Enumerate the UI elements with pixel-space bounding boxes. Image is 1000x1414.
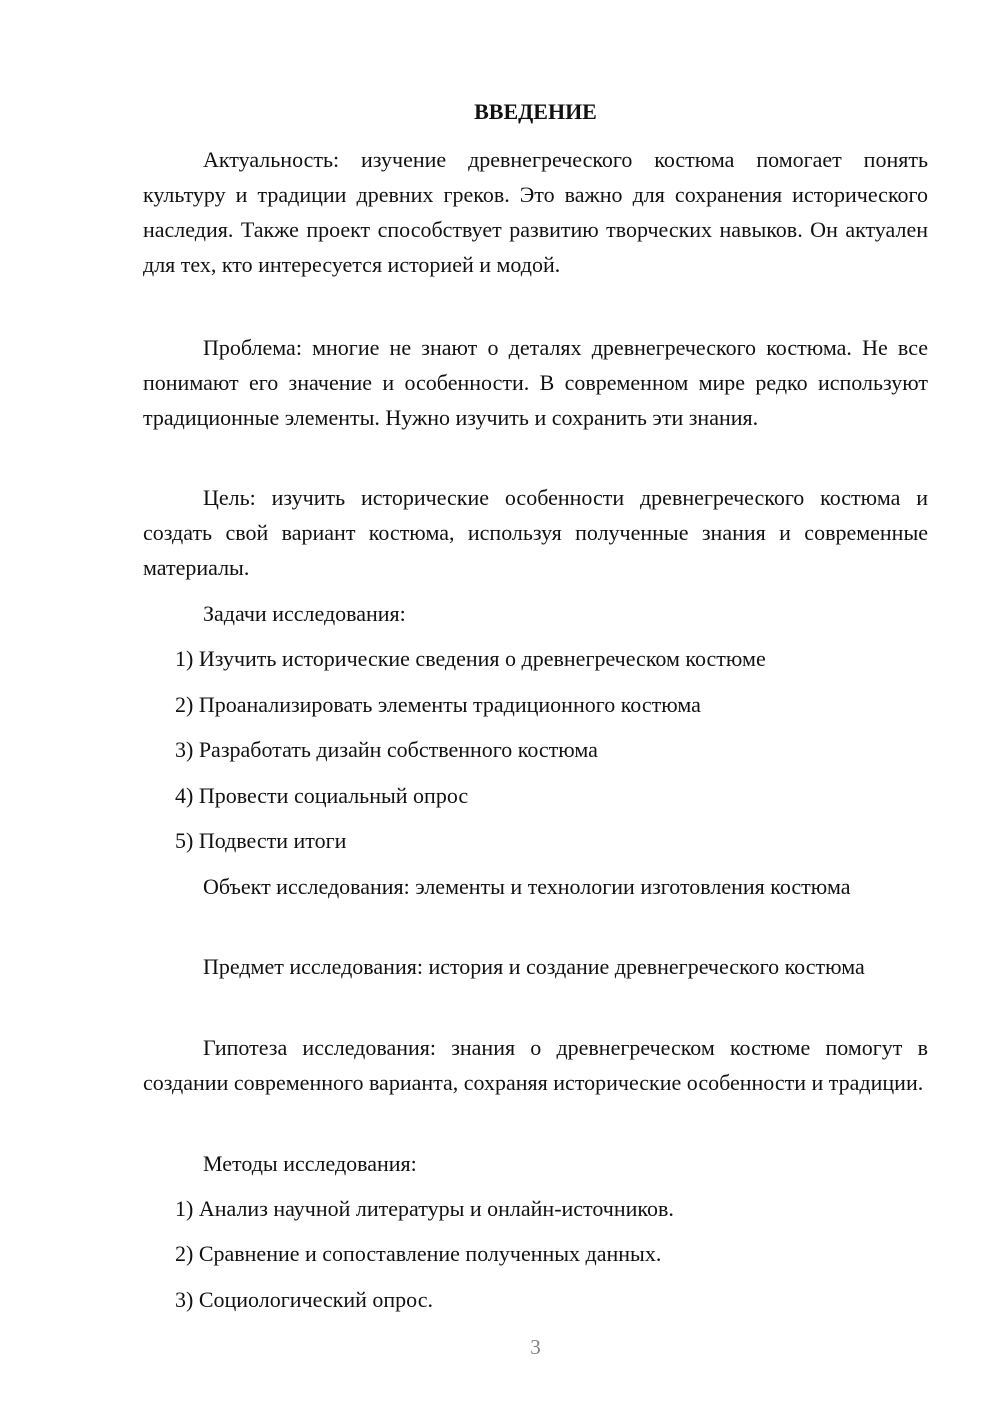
goal-paragraph: Цель: изучить исторические особенности древнегреческого костюма и создать свой вариант костюма, используя полученные знания и современные материалы. bbox=[143, 485, 928, 580]
task-item: 2) Проанализировать элементы традиционного костюма bbox=[175, 692, 701, 717]
problem-paragraph: Проблема: многие не знают о деталях древнегреческого костюма. Не все понимают его значение и особенности. В современном мире редко используют традиционные элементы. Нужно изучить и сохранить эти знания. bbox=[143, 335, 928, 430]
method-item: 2) Сравнение и сопоставление полученных данных. bbox=[175, 1241, 662, 1266]
object-paragraph: Объект исследования: элементы и технологии изготовления костюма bbox=[203, 874, 851, 899]
tasks-heading: Задачи исследования: bbox=[203, 601, 406, 626]
hypothesis-paragraph: Гипотеза исследования: знания о древнегреческом костюме помогут в создании современного варианта, сохраняя исторические особенности и традиции. bbox=[143, 1035, 928, 1095]
method-item: 3) Социологический опрос. bbox=[175, 1287, 433, 1312]
task-item: 4) Провести социальный опрос bbox=[175, 783, 469, 808]
task-item: 1) Изучить исторические сведения о древнегреческом костюме bbox=[175, 646, 766, 671]
task-item: 5) Подвести итоги bbox=[175, 828, 347, 853]
relevance-paragraph: Актуальность: изучение древнегреческого костюма помогает понять культуру и традиции древних греков. Это важно для сохранения исторического наследия. Также проект способствует развитию творческих навыков. Он актуален для тех, кто интересуется историей и модой. bbox=[143, 147, 928, 277]
subject-paragraph: Предмет исследования: история и создание древнегреческого костюма bbox=[203, 954, 865, 979]
method-item: 1) Анализ научной литературы и онлайн-источников. bbox=[175, 1196, 674, 1221]
task-item: 3) Разработать дизайн собственного костюма bbox=[175, 737, 598, 762]
methods-heading: Методы исследования: bbox=[203, 1151, 417, 1176]
page-number: 3 bbox=[530, 1335, 541, 1359]
section-heading: ВВЕДЕНИЕ bbox=[474, 99, 597, 124]
